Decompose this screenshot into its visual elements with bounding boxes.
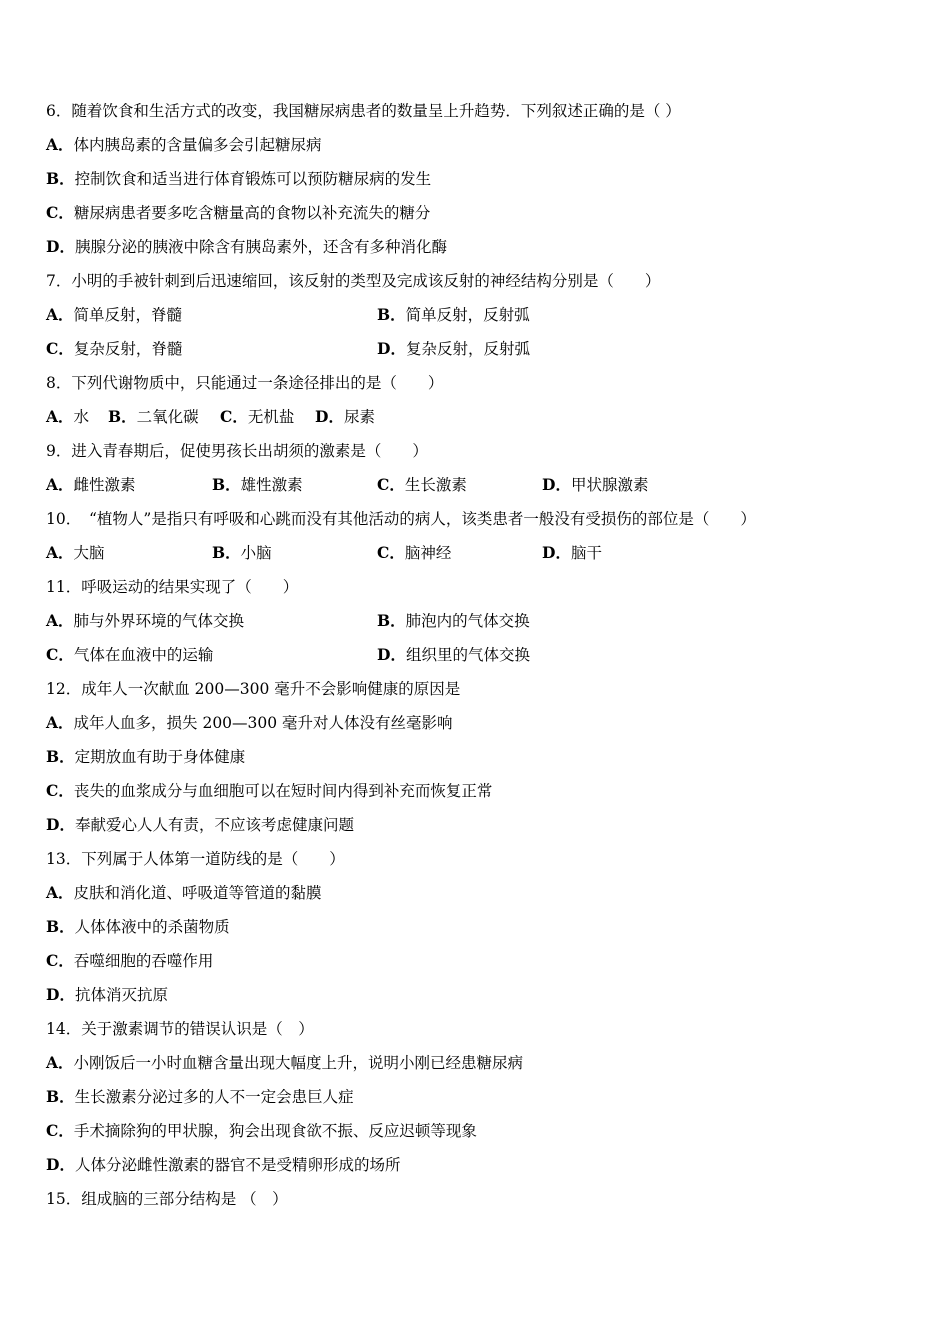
question-8-stem: 8．下列代谢物质中，只能通过一条途径排出的是（ ） <box>46 374 444 392</box>
option-label: A． <box>46 1053 74 1072</box>
option-text: 简单反射，脊髓 <box>73 306 183 324</box>
question-10-option-d[interactable] <box>542 541 602 565</box>
question-7-option-d[interactable] <box>377 337 530 361</box>
option-text: 雄性激素 <box>240 476 303 494</box>
option-label: D． <box>46 237 75 256</box>
option-label: B． <box>212 475 241 494</box>
question-13-option-d[interactable] <box>46 983 168 1007</box>
option-text: 水 <box>73 408 90 426</box>
option-text: 成年人血多，损失 200—300 毫升对人体没有丝毫影响 <box>73 714 453 732</box>
option-text: 胰腺分泌的胰液中除含有胰岛素外，还含有多种消化酶 <box>74 238 447 256</box>
option-label: C． <box>377 475 405 494</box>
option-text: 尿素 <box>343 408 375 426</box>
option-label: A． <box>46 543 74 562</box>
option-label: D． <box>46 815 75 834</box>
question-8-option-c[interactable] <box>220 405 294 429</box>
option-text: 人体体液中的杀菌物质 <box>74 918 230 936</box>
option-text: 体内胰岛素的含量偏多会引起糖尿病 <box>73 136 322 154</box>
option-label: D． <box>542 543 571 562</box>
option-text: 脑神经 <box>404 544 452 562</box>
question-6-option-c[interactable] <box>46 201 430 225</box>
question-9-option-d[interactable] <box>542 473 648 497</box>
option-label: D． <box>315 407 344 426</box>
option-text: 人体分泌雌性激素的器官不是受精卵形成的场所 <box>74 1156 401 1174</box>
option-text: 定期放血有助于身体健康 <box>74 748 246 766</box>
question-14-option-b[interactable] <box>46 1085 354 1109</box>
option-label: B． <box>377 305 406 324</box>
question-11-option-d[interactable] <box>377 643 530 667</box>
option-label: B． <box>46 1087 75 1106</box>
question-12-option-c[interactable] <box>46 779 492 803</box>
option-text: 肺与外界环境的气体交换 <box>73 612 245 630</box>
option-label: C． <box>220 407 248 426</box>
question-7-option-b[interactable] <box>377 303 530 327</box>
option-text: 组织里的气体交换 <box>405 646 530 664</box>
option-text: 小脑 <box>240 544 272 562</box>
option-text: 二氧化碳 <box>136 408 199 426</box>
question-10-option-c[interactable] <box>377 541 451 565</box>
question-6-option-b[interactable] <box>46 167 431 191</box>
question-12-stem: 12．成年人一次献血 200—300 毫升不会影响健康的原因是 <box>46 680 461 698</box>
option-text: 抗体消灭抗原 <box>74 986 168 1004</box>
option-label: C． <box>46 645 74 664</box>
option-label: C． <box>46 781 74 800</box>
question-11-option-c[interactable] <box>46 643 213 667</box>
question-11-option-b[interactable] <box>377 609 530 633</box>
option-label: D． <box>377 645 406 664</box>
question-10-stem: 10． “植物人”是指只有呼吸和心跳而没有其他活动的病人，该类患者一般没有受损伤的部位是（ ） <box>46 510 756 528</box>
option-text: 奉献爱心人人有责，不应该考虑健康问题 <box>74 816 354 834</box>
option-text: 手术摘除狗的甲状腺，狗会出现食欲不振、反应迟顿等现象 <box>73 1122 477 1140</box>
question-11-option-a[interactable] <box>46 609 244 633</box>
option-text: 糖尿病患者要多吃含糖量高的食物以补充流失的糖分 <box>73 204 431 222</box>
question-9-option-c[interactable] <box>377 473 467 497</box>
question-8-option-a[interactable] <box>46 405 89 429</box>
option-label: C． <box>46 203 74 222</box>
option-label: B． <box>46 747 75 766</box>
question-7-stem: 7．小明的手被针刺到后迅速缩回，该反射的类型及完成该反射的神经结构分别是（ ） <box>46 272 661 290</box>
question-12-option-a[interactable] <box>46 711 453 735</box>
question-10-option-a[interactable] <box>46 541 105 565</box>
option-label: A． <box>46 135 74 154</box>
question-14-option-a[interactable] <box>46 1051 523 1075</box>
question-13-option-a[interactable] <box>46 881 322 905</box>
option-text: 无机盐 <box>247 408 295 426</box>
question-7-option-c[interactable] <box>46 337 182 361</box>
option-text: 皮肤和消化道、呼吸道等管道的黏膜 <box>73 884 322 902</box>
question-12-option-b[interactable] <box>46 745 245 769</box>
option-text: 吞噬细胞的吞噬作用 <box>73 952 214 970</box>
option-label: A． <box>46 611 74 630</box>
option-label: C． <box>46 1121 74 1140</box>
option-text: 简单反射，反射弧 <box>405 306 530 324</box>
option-label: A． <box>46 883 74 902</box>
question-12-option-d[interactable] <box>46 813 354 837</box>
option-label: A． <box>46 713 74 732</box>
option-text: 生长激素分泌过多的人不一定会患巨人症 <box>74 1088 354 1106</box>
option-label: D． <box>46 1155 75 1174</box>
option-label: C． <box>46 951 74 970</box>
question-8-option-d[interactable] <box>315 405 375 429</box>
question-9-stem: 9．进入青春期后，促使男孩长出胡须的激素是（ ） <box>46 442 428 460</box>
option-text: 丧失的血浆成分与血细胞可以在短时间内得到补充而恢复正常 <box>73 782 493 800</box>
option-label: A． <box>46 407 74 426</box>
option-text: 复杂反射，反射弧 <box>405 340 530 358</box>
option-text: 生长激素 <box>404 476 467 494</box>
option-label: A． <box>46 475 74 494</box>
option-label: A． <box>46 305 74 324</box>
option-label: B． <box>377 611 406 630</box>
option-text: 雌性激素 <box>73 476 136 494</box>
question-13-stem: 13．下列属于人体第一道防线的是（ ） <box>46 850 345 868</box>
option-label: C． <box>377 543 405 562</box>
option-label: D． <box>46 985 75 1004</box>
option-label: B． <box>46 169 75 188</box>
option-label: C． <box>46 339 74 358</box>
question-10-option-b[interactable] <box>212 541 272 565</box>
question-8-option-b[interactable] <box>108 405 199 429</box>
option-text: 复杂反射，脊髓 <box>73 340 183 358</box>
question-7-option-a[interactable] <box>46 303 182 327</box>
question-14-option-c[interactable] <box>46 1119 477 1143</box>
question-13-option-c[interactable] <box>46 949 213 973</box>
question-6-stem: 6．随着饮食和生活方式的改变，我国糖尿病患者的数量呈上升趋势．下列叙述正确的是（ ） <box>46 102 681 120</box>
question-9-option-a[interactable] <box>46 473 136 497</box>
option-label: B． <box>212 543 241 562</box>
question-13-option-b[interactable] <box>46 915 230 939</box>
option-text: 肺泡内的气体交换 <box>405 612 530 630</box>
question-15-stem: 15．组成脑的三部分结构是 （ ） <box>46 1190 288 1208</box>
question-14-option-d[interactable] <box>46 1153 400 1177</box>
option-text: 甲状腺激素 <box>570 476 649 494</box>
option-label: B． <box>46 917 75 936</box>
question-6-option-a[interactable] <box>46 133 322 157</box>
question-11-stem: 11．呼吸运动的结果实现了（ ） <box>46 578 299 596</box>
option-text: 控制饮食和适当进行体育锻炼可以预防糖尿病的发生 <box>74 170 432 188</box>
option-label: B． <box>108 407 137 426</box>
question-14-stem: 14．关于激素调节的错误认识是（ ） <box>46 1020 314 1038</box>
option-label: D． <box>377 339 406 358</box>
option-text: 小刚饭后一小时血糖含量出现大幅度上升，说明小刚已经患糖尿病 <box>73 1054 524 1072</box>
question-9-option-b[interactable] <box>212 473 303 497</box>
option-label: D． <box>542 475 571 494</box>
option-text: 脑干 <box>570 544 602 562</box>
option-text: 大脑 <box>73 544 105 562</box>
question-6-option-d[interactable] <box>46 235 447 259</box>
option-text: 气体在血液中的运输 <box>73 646 214 664</box>
